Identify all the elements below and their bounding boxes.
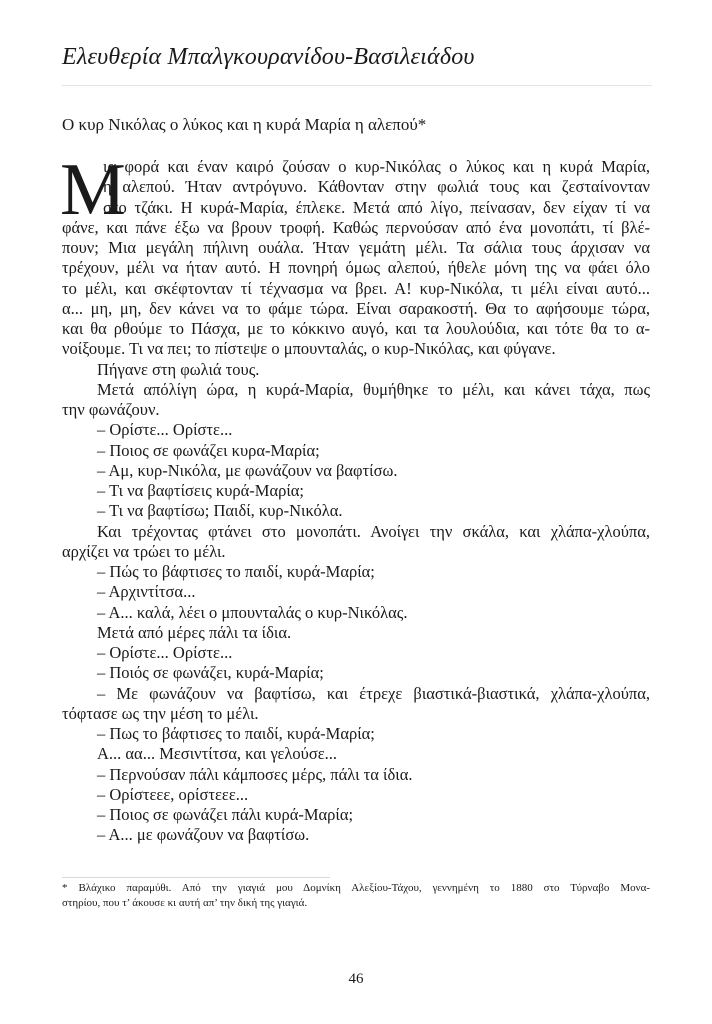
text-line: – Τι να βαφτίσω; Παιδί, κυρ-Νικόλα. xyxy=(97,501,343,521)
text-line: Και τρέχοντας φτάνει στο μονοπάτι. Ανοίγει την σκάλα, και χλάπα-χλούπα, xyxy=(97,521,650,541)
text-line: – Ποιός σε φωνάζει, κυρά-Μαρία; xyxy=(97,663,324,683)
text-line: – Πώς το βάφτισες το παιδί, κυρά-Μαρία; xyxy=(97,562,375,581)
text-line: την φωνάζουν. xyxy=(62,400,160,419)
text-line: νοίξουμε. Τι να πει; το πίστεψε ο μπουνταλάς, ο κυρ-Νικόλας, και φύγανε. xyxy=(62,339,556,359)
text-line: τόφτασε ως την μέση το μέλι. xyxy=(62,703,259,723)
text-line: Μετά απόλίγη ώρα, η κυρά-Μαρία, θυμήθηκε το μέλι, και κάνει τάχα, πως xyxy=(97,379,650,399)
text-line: Α... αα... Μεσιντίτσα, και γελούσε... xyxy=(97,744,338,764)
text-line: αρχίζει να τρώει το μέλι. xyxy=(62,541,226,561)
text-line: – Ποιος σε φωνάζει πάλι κυρά-Μαρία; xyxy=(97,805,354,824)
text-line: – Ορίστε... Ορίστε... xyxy=(97,643,233,662)
text-line: – Ποιος σε φωνάζει κυρα-Μαρία; xyxy=(97,440,320,460)
running-head-author: Ελευθερία Μπαλγκουρανίδου-Βασιλειάδου xyxy=(62,44,475,70)
text-line: και θα ρθούμε το Πάσχα, με το κόκκινο αυγό, και τα λουλούδια, και τότε θα το α- xyxy=(62,319,650,338)
footnote-line: * Βλάχικο παραμύθι. Από την γιαγιά μου Δομνίκη Αλεξίου-Τάχου, γεννημένη το 1880 στο Τύρναβο Μονα- xyxy=(62,882,650,894)
text-line: – Περνούσαν πάλι κάμποσες μέρς, πάλι τα ίδια. xyxy=(97,764,413,784)
text-line: – Ορίστεεε, ορίστεεε... xyxy=(97,784,249,804)
text-line: – Α... με φωνάζουν να βαφτίσω. xyxy=(97,825,310,845)
text-line: στο τζάκι. Η κυρά-Μαρία, έπλεκε. Μετά από λίγο, πείνασαν, δεν είχαν τί να xyxy=(103,197,650,217)
text-line: το μέλι, και σκέφτονταν τί τέχνασμα να βρει. Α! κυρ-Νικόλα, τι μέλι είναι αυτό... xyxy=(62,278,650,298)
story-title: Ο κυρ Νικόλας ο λύκος και η κυρά Μαρία η αλεπού* xyxy=(62,115,427,134)
text-line: η αλεπού. Ήταν αντρόγυνο. Κάθονταν στην φωλιά τους και ζεσταίνονταν xyxy=(103,177,650,197)
header-divider xyxy=(62,85,652,86)
text-line: – Ορίστε... Ορίστε... xyxy=(97,420,233,440)
text-line: – Με φωνάζουν να βαφτίσω, και έτρεχε βιαστικά-βιαστικά, χλάπα-χλούπα, xyxy=(97,683,650,703)
text-line: Μετά από μέρες πάλι τα ίδια. xyxy=(97,622,292,642)
text-line: ια φορά και έναν καιρό ζούσαν ο κυρ-Νικόλας ο λύκος και η κυρά Μαρία, xyxy=(103,157,650,176)
text-line: Πήγανε στη φωλιά τους. xyxy=(97,359,260,379)
text-line: φάνε, και πάνε έξω να βρουν τροφή. Καθώς περνούσαν από ένα μονοπάτι, τί βλέ- xyxy=(62,217,650,237)
story-body xyxy=(60,149,650,846)
text-line: – Αμ, κυρ-Νικόλα, με φωνάζουν να βαφτίσω. xyxy=(97,460,398,480)
text-line: α... μη, μη, δεν κάνει να το φάμε τώρα. Είναι σαρακοστή. Θα το αφήσουμε τώρα, xyxy=(62,298,650,318)
text-line: – Πως το βάφτισες το παιδί, κυρά-Μαρία; xyxy=(97,724,375,743)
text-line: τρέχουν, μέλι να ήταν αυτό. Η πονηρή όμως αλεπού, ήθελε μόνη της να φάει όλο xyxy=(62,258,650,278)
drop-cap: Μ xyxy=(60,149,126,231)
text-line: πουν; Μια μεγάλη πήλινη ουάλα. Ήταν γεμάτη μέλι. Τα σάλια τους άρχισαν να xyxy=(62,238,650,257)
footnote xyxy=(62,881,650,911)
text-line: – Α... καλά, λέει ο μπουνταλάς ο κυρ-Νικόλας. xyxy=(97,602,408,622)
text-line: – Τι να βαφτίσεις κυρά-Μαρία; xyxy=(97,481,304,500)
text-line: – Αρχιντίτσα... xyxy=(97,582,196,602)
page-number: 46 xyxy=(348,971,364,987)
footnote-divider xyxy=(62,877,330,878)
footnote-line: στηρίου, που τ’ άκουσε κι αυτή απ’ την δική της γιαγιά. xyxy=(62,897,308,909)
